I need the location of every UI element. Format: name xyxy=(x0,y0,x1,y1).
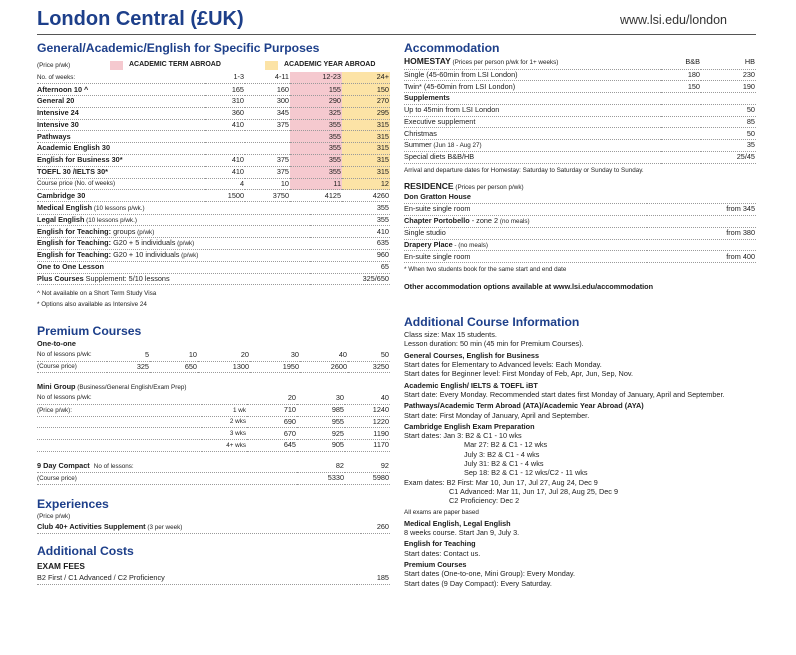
table-row xyxy=(37,202,390,214)
table-cell: (Course price) xyxy=(37,361,107,373)
table-row xyxy=(37,226,390,238)
table-cell: En-suite single room xyxy=(404,251,647,263)
text-fragment: G20 + 10 individuals xyxy=(111,250,180,260)
table-cell: 4-11 xyxy=(245,72,290,84)
table-cell xyxy=(37,428,202,440)
table-cell: 30 xyxy=(297,392,345,404)
table-row xyxy=(37,178,390,190)
additional-info-heading: Additional Course Information xyxy=(404,315,580,330)
mini-group-title xyxy=(37,382,390,392)
table-cell xyxy=(37,461,297,473)
table-cell: 650 xyxy=(150,361,198,373)
table-cell: No of lessons p/wk: xyxy=(37,392,202,404)
table-cell: 10 xyxy=(150,349,198,361)
general-prices-table xyxy=(37,72,390,202)
table-row xyxy=(37,131,390,143)
table-cell: 5980 xyxy=(345,473,390,485)
table-cell: Single studio xyxy=(404,227,647,239)
table-cell: 1950 xyxy=(250,361,300,373)
table-cell: 260 xyxy=(361,522,390,534)
table-cell: 2600 xyxy=(300,361,348,373)
text-fragment: RESIDENCE xyxy=(404,180,454,191)
table-cell: 50 xyxy=(701,104,756,116)
table-cell: 12-23 xyxy=(290,72,342,84)
table-cell: 315 xyxy=(342,131,390,143)
table-cell: 925 xyxy=(297,428,345,440)
table-cell xyxy=(205,131,245,143)
exam-fees-table xyxy=(37,572,390,584)
table-cell: 150 xyxy=(342,84,390,96)
table-cell: Single (45-60min from LSI London) xyxy=(404,69,661,81)
table-cell: 40 xyxy=(345,392,390,404)
table-row xyxy=(404,227,756,239)
header-divider xyxy=(37,34,756,35)
table-cell xyxy=(202,392,247,404)
text-fragment: Chapter Portobello xyxy=(404,216,470,226)
table-cell: 4 xyxy=(205,178,245,190)
table-cell xyxy=(404,116,701,128)
text-fragment: Legal English xyxy=(37,214,85,224)
text-fragment: (10 lessons p/wk.) xyxy=(84,216,137,224)
table-row xyxy=(37,473,390,485)
text-fragment: One to One Lesson xyxy=(37,261,104,271)
table-cell: 410 xyxy=(310,226,390,238)
table-cell xyxy=(37,202,310,214)
table-cell: 355 xyxy=(290,143,342,155)
text-fragment: Medical English xyxy=(37,202,93,212)
table-cell: 4260 xyxy=(342,190,390,202)
table-cell: 355 xyxy=(290,131,342,143)
table-cell: 290 xyxy=(290,96,342,108)
table-row xyxy=(404,81,756,93)
table-cell: 1220 xyxy=(345,416,390,428)
table-cell: from 380 xyxy=(647,227,756,239)
table-cell: 1190 xyxy=(345,428,390,440)
table-row xyxy=(404,69,756,81)
table-cell xyxy=(205,143,245,155)
table-cell: No. of weeks: xyxy=(37,72,205,84)
table-cell: Course price (No. of weeks) xyxy=(37,178,205,190)
text-fragment: English for Teaching: xyxy=(37,250,112,260)
text-fragment: 9 Day Compact xyxy=(37,461,90,471)
table-row xyxy=(37,155,390,167)
table-cell: 410 xyxy=(205,155,245,167)
text-fragment: (Jun 18 - Aug 27) xyxy=(431,142,482,150)
text-fragment: Mini Group xyxy=(37,382,76,392)
additional-costs-heading: Additional Costs xyxy=(37,544,134,559)
text-fragment: No of lessons: xyxy=(93,463,134,471)
table-cell xyxy=(37,440,202,452)
table-cell: Cambridge 30 xyxy=(37,190,205,202)
table-row xyxy=(37,273,390,285)
table-cell: 160 xyxy=(245,84,290,96)
table-cell: 360 xyxy=(205,107,245,119)
table-row xyxy=(37,261,390,273)
table-cell: No of lessons p/wk: xyxy=(37,349,107,361)
table-cell xyxy=(37,273,310,285)
table-cell: 190 xyxy=(701,81,756,93)
text-fragment: (Prices per person p/wk) xyxy=(453,183,524,191)
table-row xyxy=(37,522,390,534)
table-cell xyxy=(37,416,202,428)
table-row xyxy=(37,461,390,473)
text-fragment: HOMESTAY xyxy=(404,56,451,67)
text-fragment: Up to 45min from LSI London xyxy=(404,105,500,115)
table-row xyxy=(37,416,390,428)
experiences-price-label: (Price p/wk) xyxy=(37,513,71,521)
text-fragment: Don Gratton House xyxy=(404,192,471,202)
table-cell: 150 xyxy=(661,81,701,93)
table-cell: 185 xyxy=(357,572,390,584)
table-cell xyxy=(404,215,756,227)
table-cell: 24+ xyxy=(342,72,390,84)
table-cell: English for Business 30* xyxy=(37,155,205,167)
table-cell xyxy=(404,56,661,69)
table-cell: 690 xyxy=(247,416,297,428)
table-cell xyxy=(37,238,310,250)
text-fragment: Club 40+ Activities Supplement xyxy=(37,522,146,532)
text-fragment: (p/wk) xyxy=(175,240,195,248)
one-to-one-title: One-to-one xyxy=(37,339,76,349)
price-per-week-label: (Price p/wk) xyxy=(37,61,71,69)
accommodation-heading: Accommodation xyxy=(404,41,500,55)
table-cell: 11 xyxy=(290,178,342,190)
table-row xyxy=(37,96,390,108)
table-cell: 10 xyxy=(245,178,290,190)
table-cell: 375 xyxy=(245,166,290,178)
table-cell: Intensive 24 xyxy=(37,107,205,119)
table-cell: 165 xyxy=(205,84,245,96)
table-cell: 1-3 xyxy=(205,72,245,84)
table-row xyxy=(37,249,390,261)
text-fragment: Plus Courses xyxy=(37,273,84,283)
year-abroad-swatch xyxy=(265,61,278,70)
table-row xyxy=(37,190,390,202)
table-cell: 310 xyxy=(205,96,245,108)
table-cell: (Course price) xyxy=(37,473,297,485)
table-cell: 3 wks xyxy=(202,428,247,440)
table-row xyxy=(404,239,756,251)
table-cell xyxy=(404,140,701,152)
table-cell: Afternoon 10 ^ xyxy=(37,84,205,96)
table-cell xyxy=(37,214,310,226)
table-cell: 905 xyxy=(297,440,345,452)
table-cell: 410 xyxy=(205,119,245,131)
other-accommodation-link[interactable]: Other accommodation options available at www.lsi.edu/accommodation xyxy=(404,282,654,292)
table-cell: (Price p/wk): xyxy=(37,404,202,416)
table-cell: 1 wk xyxy=(202,404,247,416)
table-row xyxy=(37,119,390,131)
text-fragment: Special diets B&B/HB xyxy=(404,152,475,162)
table-row xyxy=(404,152,756,164)
table-cell: from 345 xyxy=(647,204,756,216)
table-row xyxy=(404,215,756,227)
table-cell: 315 xyxy=(342,166,390,178)
table-cell: 355 xyxy=(290,119,342,131)
table-row xyxy=(404,93,756,105)
table-cell: 1170 xyxy=(345,440,390,452)
table-row xyxy=(37,404,390,416)
table-cell: 985 xyxy=(297,404,345,416)
table-cell: 20 xyxy=(247,392,297,404)
table-cell: 85 xyxy=(701,116,756,128)
intensive-footnote: * Options also available as Intensive 24 xyxy=(37,301,147,309)
text-fragment: Christmas xyxy=(404,128,437,138)
text-fragment: - zone 2 xyxy=(469,216,499,226)
table-cell xyxy=(37,261,310,273)
left-column xyxy=(37,40,390,585)
table-row xyxy=(37,572,390,584)
text-fragment: (Prices per person p/wk for 1+ weeks) xyxy=(450,59,559,67)
table-cell: 355 xyxy=(290,155,342,167)
table-cell: 4+ wks xyxy=(202,440,247,452)
mini-group-table xyxy=(37,392,390,451)
table-row xyxy=(37,143,390,155)
table-cell: 1300 xyxy=(198,361,250,373)
table-cell: 355 xyxy=(290,166,342,178)
table-cell xyxy=(404,104,701,116)
table-cell: 710 xyxy=(247,404,297,416)
table-row xyxy=(37,440,390,452)
table-cell: 30 xyxy=(250,349,300,361)
homestay-arrival-note: Arrival and departure dates for Homestay: Saturday to Saturday or Sunday to Sunday. xyxy=(404,166,644,174)
table-cell: 4125 xyxy=(290,190,342,202)
table-cell: B2 First / C1 Advanced / C2 Proficiency xyxy=(37,572,357,584)
table-row xyxy=(404,116,756,128)
table-cell: 315 xyxy=(342,155,390,167)
table-cell xyxy=(245,143,290,155)
text-fragment: (10 lessons p/wk.) xyxy=(92,204,145,212)
text-fragment: Executive supplement xyxy=(404,116,476,126)
price-legend xyxy=(37,59,390,72)
table-cell: 25/45 xyxy=(701,152,756,164)
table-cell: 315 xyxy=(342,119,390,131)
homestay-table xyxy=(404,56,756,164)
residence-table xyxy=(404,192,756,263)
table-cell: 40 xyxy=(300,349,348,361)
text-fragment: (p/wk) xyxy=(179,252,199,260)
text-fragment: Summer xyxy=(404,140,432,150)
table-cell: En-suite single room xyxy=(404,204,647,216)
text-fragment: (3 per week) xyxy=(145,524,183,532)
visa-footnote: ^ Not available on a Short Term Study Visa xyxy=(37,290,157,298)
table-cell: 645 xyxy=(247,440,297,452)
table-cell: HB xyxy=(701,56,756,69)
table-cell: 35 xyxy=(701,140,756,152)
table-cell: 1500 xyxy=(205,190,245,202)
table-cell: 325 xyxy=(290,107,342,119)
table-cell: TOEFL 30 /IELTS 30* xyxy=(37,166,205,178)
table-row xyxy=(37,238,390,250)
table-cell: 300 xyxy=(245,96,290,108)
table-row xyxy=(37,392,390,404)
table-row xyxy=(37,214,390,226)
table-cell: Academic English 30 xyxy=(37,143,205,155)
table-cell: 1240 xyxy=(345,404,390,416)
table-cell: 65 xyxy=(310,261,390,273)
table-cell: 375 xyxy=(245,155,290,167)
table-cell: 325 xyxy=(107,361,150,373)
general-courses-heading: General/Academic/English for Specific Purposes xyxy=(37,41,320,55)
table-cell: 670 xyxy=(247,428,297,440)
table-cell: 230 xyxy=(701,69,756,81)
text-fragment: G20 + 5 individuals xyxy=(111,238,176,248)
table-cell: 5 xyxy=(107,349,150,361)
table-cell xyxy=(245,131,290,143)
table-cell xyxy=(404,152,701,164)
table-cell: 375 xyxy=(245,119,290,131)
table-cell: 960 xyxy=(310,249,390,261)
table-row xyxy=(37,428,390,440)
table-cell: Pathways xyxy=(37,131,205,143)
table-cell: Supplements xyxy=(404,93,756,105)
text-fragment: (p/wk) xyxy=(135,228,155,236)
table-row xyxy=(37,84,390,96)
table-cell: 355 xyxy=(310,202,390,214)
table-row xyxy=(404,204,756,216)
table-row xyxy=(404,251,756,263)
term-abroad-swatch xyxy=(110,61,123,70)
single-course-table xyxy=(37,202,390,285)
table-cell: from 400 xyxy=(647,251,756,263)
premium-courses-heading: Premium Courses xyxy=(37,324,142,339)
table-row xyxy=(37,107,390,119)
table-cell: General 20 xyxy=(37,96,205,108)
text-fragment: (Business/General English/Exam Prep) xyxy=(75,384,187,392)
site-url-link[interactable]: www.lsi.edu/london xyxy=(620,13,728,27)
table-cell: 82 xyxy=(297,461,345,473)
one-to-one-table xyxy=(37,349,390,373)
table-cell: 50 xyxy=(348,349,390,361)
table-cell: 50 xyxy=(701,128,756,140)
table-cell: Twin* (45-60min from LSI London) xyxy=(404,81,661,93)
experiences-table xyxy=(37,522,390,534)
table-cell: 315 xyxy=(342,143,390,155)
table-cell: B&B xyxy=(661,56,701,69)
table-cell: 355 xyxy=(310,214,390,226)
table-cell: 20 xyxy=(198,349,250,361)
table-cell: Intensive 30 xyxy=(37,119,205,131)
right-column xyxy=(404,40,756,588)
table-cell: 92 xyxy=(345,461,390,473)
residence-title xyxy=(404,180,756,192)
table-row xyxy=(37,166,390,178)
table-row xyxy=(404,56,756,69)
table-row xyxy=(37,349,390,361)
table-cell: 270 xyxy=(342,96,390,108)
text-fragment: English for Teaching: xyxy=(37,226,112,236)
table-cell: 635 xyxy=(310,238,390,250)
table-cell xyxy=(404,239,756,251)
table-row xyxy=(37,361,390,373)
table-cell: 3250 xyxy=(348,361,390,373)
table-cell xyxy=(37,249,310,261)
page-title: London Central (£UK) xyxy=(37,8,244,30)
table-row xyxy=(37,72,390,84)
table-cell xyxy=(37,226,310,238)
table-cell: 5330 xyxy=(297,473,345,485)
table-cell: 180 xyxy=(661,69,701,81)
table-row xyxy=(404,192,756,204)
table-cell: 325/650 xyxy=(310,273,390,285)
text-fragment: Supplement: 5/10 lessons xyxy=(83,273,170,283)
table-cell xyxy=(404,192,756,204)
table-cell: 3750 xyxy=(245,190,290,202)
text-fragment: Drapery Place xyxy=(404,239,453,249)
table-cell: 155 xyxy=(290,84,342,96)
table-cell: 12 xyxy=(342,178,390,190)
table-row xyxy=(404,140,756,152)
nine-day-compact-table xyxy=(37,461,390,485)
text-fragment: (no meals) xyxy=(498,218,530,226)
exam-fees-title: EXAM FEES xyxy=(37,561,85,572)
table-cell: 345 xyxy=(245,107,290,119)
table-cell: 410 xyxy=(205,166,245,178)
text-fragment: English for Teaching: xyxy=(37,238,112,248)
additional-info-body: Class size: Max 15 students. Lesson duration: 50 min (45 min for Premium Courses). General Courses, English for Business Start dates for Elementary to Advanced levels: Each Monday. Start dates for Beginner level: First Monday of Feb, Apr, Jun, Sep, Nov. Academic English/ IELTS & TOEFL iBT Start date: Every Monday. Recommended start dates first Monday of January, April and September. Pathways/Academic Term Abroad (ATA)/Academic Year Abroad (AYA) Start date: First Monday of January, April and September. Cambridge English Exam Preparation Start dates: Jan 3: B2 & C1 - 10 wks Mar 27: B2 & C1 - 12 wks July 3: B2 & C1 - 4 wks July 31: B2 & C1 - 4 wks Sep 18: B2 & C1 - 12 wks/C2 - 11 wks Exam dates: B2 First: Mar 10, Jun 17, Jul 27, Aug 24, Dec 9 C1 Advanced: Mar 11, Jun 17, Jul 28, Aug 25, Dec 9 C2 Proficiency: Dec 2 All exams are paper based Medical English, Legal English 8 weeks course. Start Jan 9, July 3. English for Teaching Start dates: Contact us. Premium Courses Start dates (One-to-one, Mini Group): Every Monday. Start dates (9 Day Compact): Every Saturday. xyxy=(404,330,725,588)
table-cell xyxy=(37,522,361,534)
text-fragment: groups xyxy=(111,226,136,236)
table-cell: 955 xyxy=(297,416,345,428)
twin-footnote: * When two students book for the same start and end date xyxy=(404,266,567,274)
table-row xyxy=(404,128,756,140)
table-cell xyxy=(404,128,701,140)
term-abroad-legend: ACADEMIC TERM ABROAD xyxy=(129,61,221,69)
table-cell: 2 wks xyxy=(202,416,247,428)
year-abroad-legend: ACADEMIC YEAR ABROAD xyxy=(284,61,376,69)
table-row xyxy=(404,104,756,116)
table-cell: 295 xyxy=(342,107,390,119)
text-fragment: - (no meals) xyxy=(452,241,489,249)
experiences-heading: Experiences xyxy=(37,497,109,512)
